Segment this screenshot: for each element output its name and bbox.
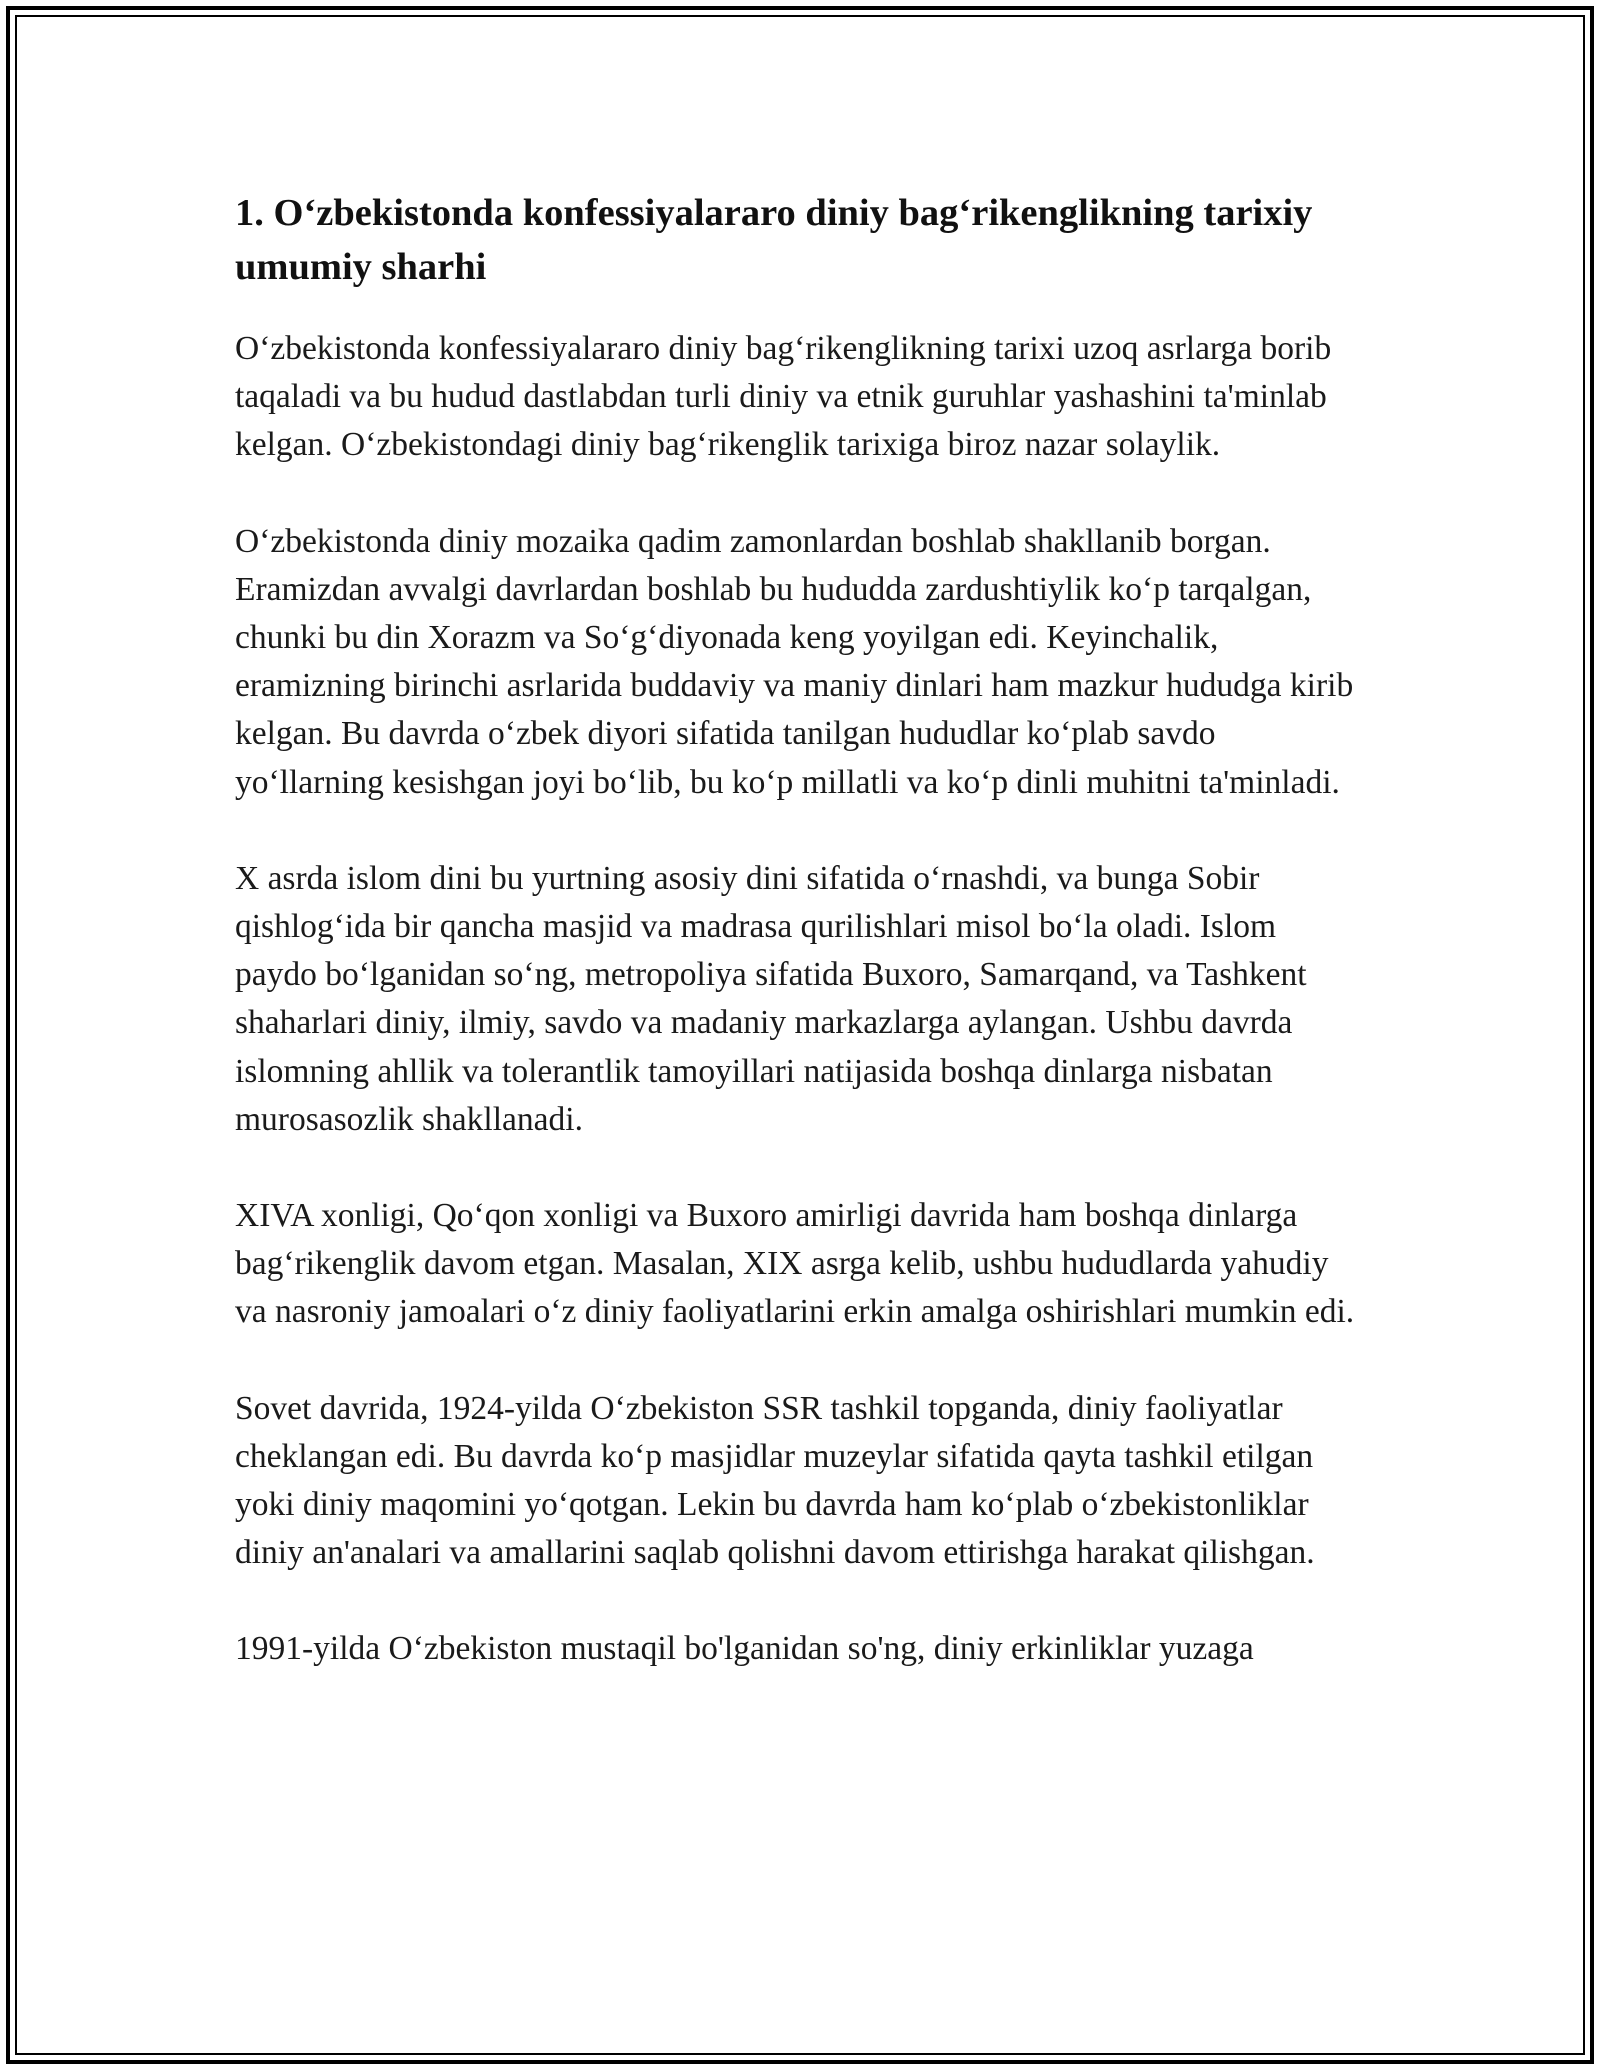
section-heading: 1. O‘zbekistonda konfessiyalararo diniy bag‘rikenglikning tarixiy umumiy sharhi [235, 192, 1313, 288]
paragraph-khanates: XIVA xonligi, Qo‘qon xonligi va Buxoro amirligi davrida ham boshqa dinlarga bag‘rikenglik davom etgan. Masalan, XIX asrga kelib, ushbu hududlarda yahudiy va nasroniy jamoalari o‘z diniy faoliyatlarini erkin amalga oshirishlari mumkin edi. [235, 1197, 1355, 1331]
paragraph-islam-era: X asrda islom dini bu yurtning asosiy dini sifatida o‘rnashdi, va bunga Sobir qishlog‘ida bir qancha masjid va madrasa qurilishlari misol bo‘la oladi. Islom paydo bo‘lganidan so‘ng, metropoliya sifatida Buxoro, Samarqand, va Tashkent shaharlari diniy, ilmiy, savdo va madaniy markazlarga aylangan. Ushbu davrda islomning ahllik va tolerantlik tamoyillari natijasida boshqa dinlarga nisbatan murosasozlik shakllanadi. [235, 859, 1307, 1138]
document-body [235, 186, 1365, 1722]
paragraph-intro: O‘zbekistonda konfessiyalararo diniy bag‘rikenglikning tarixi uzoq asrlarga borib taqaladi va bu hudud dastlabdan turli diniy va etnik guruhlar yashashini ta'minlab kelgan. O‘zbekistondagi diniy bag‘rikenglik tarixiga biroz nazar solaylik. [235, 330, 1332, 464]
paragraph-ancient-history: O‘zbekistonda diniy mozaika qadim zamonlardan boshlab shakllanib borgan. Eramizdan avvalgi davrlardan boshlab bu hududda zardushtiylik ko‘p tarqalgan, chunki bu din Xorazm va So‘g‘diyonada keng yoyilgan edi. Keyinchalik, eramizning birinchi asrlarida buddaviy va maniy dinlari ham mazkur hududga kirib kelgan. Bu davrda o‘zbek diyori sifatida tanilgan hududlar ko‘plab savdo yo‘llarning kesishgan joyi bo‘lib, bu ko‘p millatli va ko‘p dinli muhitni ta'minladi. [235, 522, 1354, 801]
paragraph-independence: 1991-yilda O‘zbekiston mustaqil bo'lganidan so'ng, diniy erkinliklar yuzaga [235, 1630, 1254, 1668]
paragraph-soviet-era: Sovet davrida, 1924-yilda O‘zbekiston SSR tashkil topganda, diniy faoliyatlar cheklangan edi. Bu davrda ko‘p masjidlar muzeylar sifatida qayta tashkil etilgan yoki diniy maqomini yo‘qotgan. Lekin bu davrda ham ko‘plab o‘zbekistonliklar diniy an'analari va amallarini saqlab qolishni davom ettirishga harakat qilishgan. [235, 1389, 1315, 1572]
